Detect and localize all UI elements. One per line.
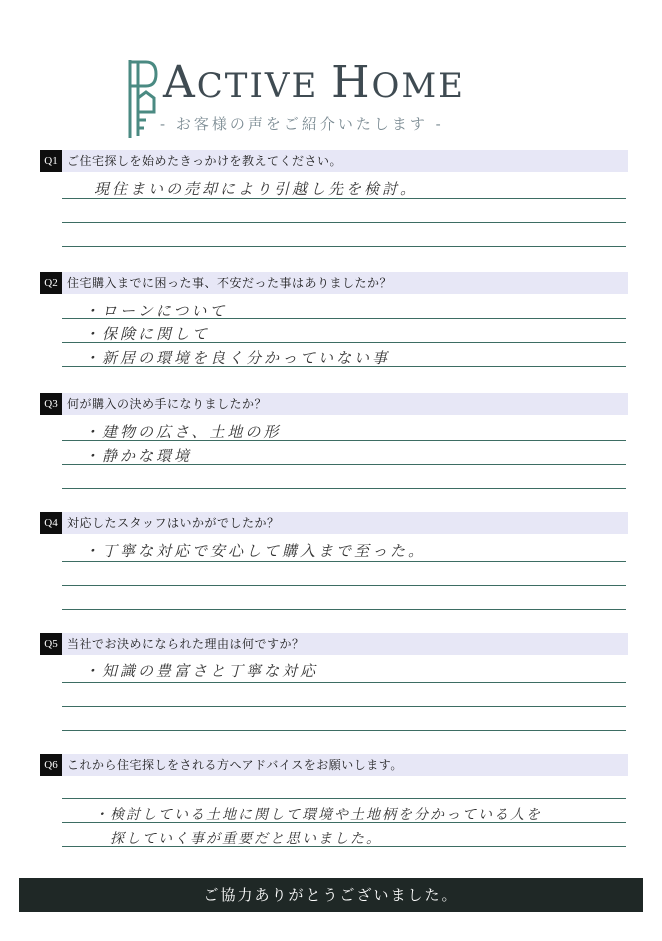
footer-thanks: ご協力ありがとうございました。	[203, 886, 459, 904]
answer-line	[62, 488, 626, 489]
answer-q4-line1: ・丁寧な対応で安心して購入まで至った。	[84, 542, 427, 560]
answer-line	[62, 198, 626, 199]
question-number: Q2	[40, 272, 62, 294]
question-bar-q3	[40, 393, 628, 415]
question-number: Q4	[40, 512, 62, 534]
answer-line	[62, 246, 626, 247]
answer-line	[62, 730, 626, 731]
question-text: 当社でお決めになられた理由は何ですか？	[67, 637, 305, 651]
question-bar-q1	[40, 150, 628, 172]
answer-line	[62, 585, 626, 586]
question-text: 何が購入の決め手になりましたか？	[67, 397, 268, 411]
question-text: ご住宅探しを始めたきっかけを教えてください。	[67, 154, 343, 168]
answer-line	[62, 464, 626, 465]
question-bar-q6	[40, 754, 628, 776]
answer-q5-line1: ・知識の豊富さと丁寧な対応	[84, 662, 319, 680]
answer-line	[62, 366, 626, 367]
answer-line	[62, 609, 626, 610]
brand-word-ome: OME	[371, 66, 465, 106]
answer-line	[62, 846, 626, 847]
question-bar-q5	[40, 633, 628, 655]
answer-line	[62, 798, 626, 799]
footer-banner	[19, 878, 643, 912]
answer-q2-line2: ・保険に関して	[84, 325, 211, 343]
brand-word-ctive: CTIVE	[196, 66, 332, 106]
tagline: - お客様の声をご紹介いたします -	[160, 115, 444, 133]
answer-line	[62, 561, 626, 562]
answer-q2-line1: ・ローンについて	[84, 302, 228, 320]
question-text: 対応したスタッフはいかがでしたか？	[67, 516, 280, 530]
answer-line	[62, 682, 626, 683]
question-text: これから住宅探しをされる方へアドバイスをお願いします。	[67, 758, 403, 772]
question-bar-q4	[40, 512, 628, 534]
answer-q1-line1: 現住まいの売却により引越し先を検討。	[94, 180, 419, 198]
key-house-icon	[124, 58, 160, 140]
answer-q6-line1: ・検討している土地に関して環境や土地柄を分かっている人を	[94, 807, 542, 823]
question-number: Q5	[40, 633, 62, 655]
header	[0, 0, 662, 150]
answer-q3-line1: ・建物の広さ、土地の形	[84, 423, 282, 441]
question-number: Q1	[40, 150, 62, 172]
answer-q6-line2: 探していく事が重要だと思いました。	[110, 831, 382, 847]
answer-line	[62, 822, 626, 823]
brand-letter-a: A	[163, 57, 197, 108]
brand-letter-h: H	[331, 57, 372, 108]
question-number: Q3	[40, 393, 62, 415]
question-number: Q6	[40, 754, 62, 776]
answer-line	[62, 318, 626, 319]
answer-q3-line2: ・静かな環境	[84, 447, 193, 465]
brand-title	[163, 57, 465, 109]
answer-line	[62, 342, 626, 343]
answer-line	[62, 222, 626, 223]
question-text: 住宅購入までに困った事、不安だった事はありましたか？	[67, 276, 393, 290]
answer-q2-line3: ・新居の環境を良く分かっていない事	[84, 349, 391, 367]
answer-line	[62, 440, 626, 441]
answer-line	[62, 706, 626, 707]
question-bar-q2	[40, 272, 628, 294]
